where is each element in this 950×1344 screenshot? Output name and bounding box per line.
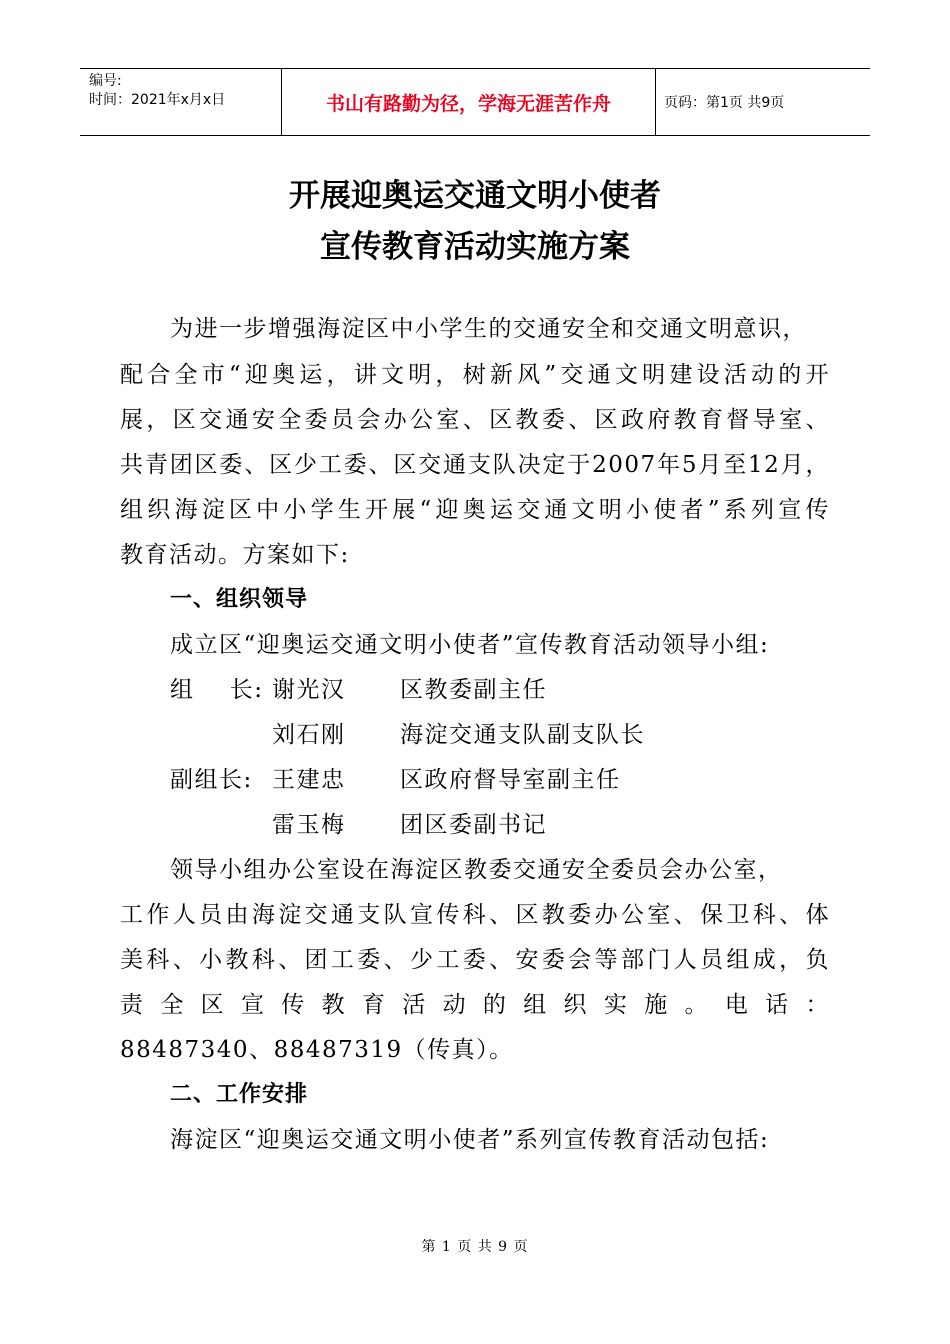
section1-lead: 成立区“迎奥运交通文明小使者”宣传教育活动领导小组: [170, 632, 770, 658]
header-motto: 书山有路勤为径，学海无涯苦作舟 [282, 69, 656, 135]
office-line: 领导小组办公室设在海淀区教委交通安全委员会办公室， [170, 857, 783, 883]
intro-line: 教育活动。方案如下: [120, 542, 350, 568]
member-name: 雷玉梅 [272, 812, 346, 838]
page-header [80, 68, 870, 136]
intro-line: 组织海淀区中小学生开展“迎奥运交通文明小使者”系列宣传 [120, 497, 830, 523]
section2-heading: 二、工作安排 [170, 1082, 309, 1107]
intro-line: 展，区交通安全委员会办公室、区教委、区政府教育督导室、 [120, 407, 830, 433]
member-name: 谢光汉 [272, 677, 346, 703]
header-page-info: 页码：第1页 共9页 [664, 95, 785, 111]
intro-line: 配合全市“迎奥运，讲文明，树新风”交通文明建设活动的开 [120, 362, 830, 388]
header-meta [80, 69, 282, 135]
member-role: 副组长: [170, 767, 253, 793]
office-line: 工作人员由海淀交通支队宣传科、区教委办公室、保卫科、体 [120, 902, 830, 928]
intro-line: 共青团区委、区少工委、区交通支队决定于2007年5月至12月， [120, 452, 830, 478]
member-name: 刘石刚 [272, 722, 346, 748]
office-line: 美科、小教科、团工委、少工委、安委会等部门人员组成，负 [120, 947, 830, 973]
time-label: 时间：2021年x月x日 [89, 92, 226, 108]
doc-title-line2: 宣传教育活动实施方案 [320, 229, 630, 265]
member-title: 海淀交通支队副支队长 [400, 722, 645, 748]
member-title: 团区委副书记 [400, 812, 547, 838]
member-role: 组 长: [170, 677, 264, 703]
section1-heading: 一、组织领导 [170, 587, 309, 612]
member-title: 区政府督导室副主任 [400, 767, 621, 793]
page-footer: 第 1 页 共 9 页 [421, 1239, 529, 1255]
intro-line: 为进一步增强海淀区中小学生的交通安全和交通文明意识， [170, 316, 807, 342]
section2-lead: 海淀区“迎奥运交通文明小使者”系列宣传教育活动包括: [170, 1127, 770, 1153]
member-title: 区教委副主任 [400, 677, 547, 703]
number-label: 编号: [89, 73, 122, 89]
member-name: 王建忠 [272, 767, 346, 793]
office-line: 88487340、88487319（传真）。 [120, 1037, 514, 1063]
office-line: 责全区宣传教育活动的组织实施。电话： [120, 992, 830, 1018]
doc-title-line1: 开展迎奥运交通文明小使者 [289, 178, 661, 214]
